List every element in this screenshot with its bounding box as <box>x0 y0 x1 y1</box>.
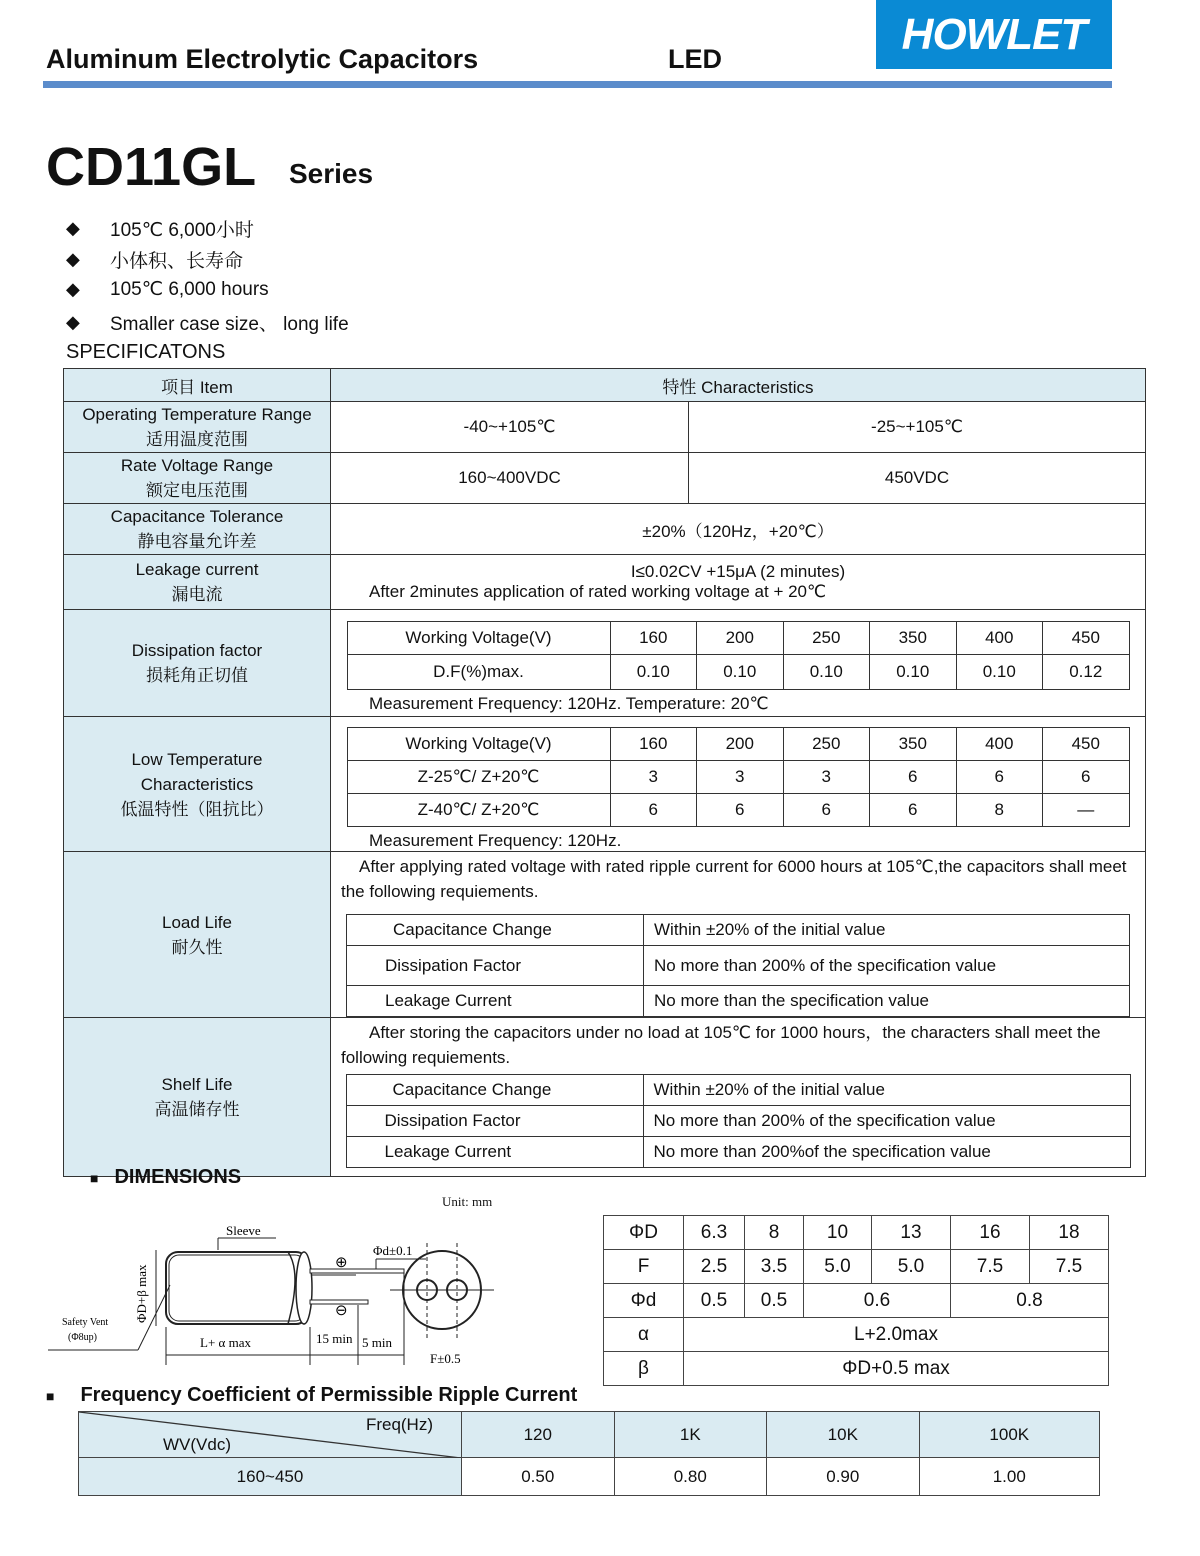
svg-text:F±0.5: F±0.5 <box>430 1351 461 1366</box>
feature-item: ◆ Smaller case size、 long life <box>66 312 349 335</box>
ripple-table: Freq(Hz) WV(Vdc) 120 1K 10K 100K 160~450 0.50 0.80 0.90 1.00 <box>78 1411 1100 1496</box>
square-bullet-icon: ■ <box>46 1388 55 1404</box>
svg-text:⊖: ⊖ <box>335 1303 348 1319</box>
shelf-life-table: Capacitance Change Within ±20% of the initial value Dissipation Factor No more than 200% of the specification value Leakage Current No more than 200%of the specification value <box>346 1074 1131 1168</box>
row-label-leakage: Leakage current 漏电流 <box>64 555 331 610</box>
low-temp-cell: Working Voltage(V) 160 200 250 350 400 450 Z-25℃/ Z+20℃ 3 3 3 6 6 6 Z-40℃/ Z+20℃ 6 6 6 6 8 — Measurement Frequency: 120Hz. <box>331 717 1146 852</box>
svg-text:Safety Vent: Safety Vent <box>62 1317 109 1328</box>
svg-text:15 min: 15 min <box>316 1331 353 1346</box>
header-divider <box>43 81 1112 88</box>
rated-voltage-value-1: 160~400VDC <box>331 453 689 504</box>
ripple-heading: ■ Frequency Coefficient of Permissible Ripple Current <box>46 1384 578 1406</box>
svg-text:L+ α max: L+ α max <box>200 1335 251 1350</box>
feature-item: ◆ 105℃ 6,000 hours <box>66 279 269 300</box>
col-header-characteristics: 特性 Characteristics <box>331 369 1146 402</box>
diamond-bullet-icon: ◆ <box>66 249 80 269</box>
series-name: CD11GL <box>46 137 257 197</box>
svg-text:(Φ8up): (Φ8up) <box>68 1332 97 1343</box>
series-suffix: Series <box>289 158 374 189</box>
square-bullet-icon: ■ <box>90 1170 99 1186</box>
low-temp-table: Working Voltage(V) 160 200 250 350 400 450 Z-25℃/ Z+20℃ 3 3 3 6 6 6 Z-40℃/ Z+20℃ 6 6 6 6 8 — <box>347 727 1130 827</box>
load-life-table: Capacitance Change Within ±20% of the initial value Dissipation Factor No more than 200% of the specification value Leakage Current No more than the specification value <box>346 914 1130 1017</box>
row-label-shelf-life: Shelf Life 高温储存性 <box>64 1018 331 1177</box>
row-label-load-life: Load Life 耐久性 <box>64 852 331 1018</box>
svg-text:5 min: 5 min <box>362 1335 392 1350</box>
diamond-bullet-icon: ◆ <box>66 312 80 332</box>
unit-label: Unit: mm <box>442 1194 493 1209</box>
svg-text:Sleeve: Sleeve <box>226 1223 261 1238</box>
spec-heading: SPECIFICATONS <box>66 341 226 363</box>
svg-text:Φd±0.1: Φd±0.1 <box>373 1243 413 1258</box>
col-header-item: 项目 Item <box>64 369 331 402</box>
dimensions-table: ΦD 6.3 8 10 13 16 18 F 2.5 3.5 5.0 5.0 7.5 7.5 Φd 0.5 0.5 0.6 0.8 α L+2.0max β ΦD+0.5 max <box>603 1215 1109 1386</box>
row-label-low-temp: Low Temperature Characteristics 低温特性（阻抗比） <box>64 717 331 852</box>
svg-text:⊕: ⊕ <box>335 1255 348 1271</box>
load-life-cell: After applying rated voltage with rated ripple current for 6000 hours at 105℃,the capacitors shall meet the following requiements. Capacitance Change Within ±20% of the initial value Dissipation Factor No more than 200% of the specification value Leakage Current No more than the specification value <box>331 852 1146 1018</box>
diamond-bullet-icon: ◆ <box>66 279 80 299</box>
row-label-rated-voltage: Rate Voltage Range 额定电压范围 <box>64 453 331 504</box>
category-label: LED <box>668 44 722 74</box>
ripple-corner-cell: Freq(Hz) WV(Vdc) <box>79 1412 462 1458</box>
spec-table <box>63 368 1146 1177</box>
rated-voltage-value-2: 450VDC <box>689 453 1146 504</box>
shelf-life-cell: After storing the capacitors under no load at 105℃ for 1000 hours，the characters shall meet the following requiements. Capacitance Change Within ±20% of the initial value Dissipation Factor No more than 200% of the specification value Leakage Current No more than 200%of the specification value <box>331 1018 1146 1177</box>
dissipation-table: Working Voltage(V) 160 200 250 350 400 450 D.F(%)max. 0.10 0.10 0.10 0.10 0.10 0.12 <box>347 621 1130 690</box>
feature-item: ◆ 小体积、长寿命 <box>66 249 244 272</box>
row-label-cap-tolerance: Capacitance Tolerance 静电容量允许差 <box>64 504 331 555</box>
row-label-dissipation: Dissipation factor 损耗角正切值 <box>64 610 331 717</box>
leakage-value: I≤0.02CV +15μA (2 minutes) After 2minutes application of rated working voltage at + 20℃ <box>331 555 1146 610</box>
document-title: Aluminum Electrolytic Capacitors <box>46 44 479 74</box>
cap-tolerance-value: ±20%（120Hz，+20℃） <box>331 504 1146 555</box>
diamond-bullet-icon: ◆ <box>66 218 80 238</box>
feature-item: ◆ 105℃ 6,000小时 <box>66 218 254 241</box>
dimensions-heading: ■ DIMENSIONS <box>90 1166 242 1188</box>
row-label-op-temp: Operating Temperature Range 适用温度范围 <box>64 402 331 453</box>
op-temp-value-1: -40~+105℃ <box>331 402 689 453</box>
op-temp-value-2: -25~+105℃ <box>689 402 1146 453</box>
brand-logo: HOWLET <box>876 0 1112 69</box>
capacitor-dimension-drawing <box>48 1205 518 1375</box>
dissipation-cell: Working Voltage(V) 160 200 250 350 400 450 D.F(%)max. 0.10 0.10 0.10 0.10 0.10 0.12 Measurement Frequency: 120Hz. Temperature: 20℃ <box>331 610 1146 717</box>
svg-text:ΦD+β max: ΦD+β max <box>134 1264 149 1323</box>
